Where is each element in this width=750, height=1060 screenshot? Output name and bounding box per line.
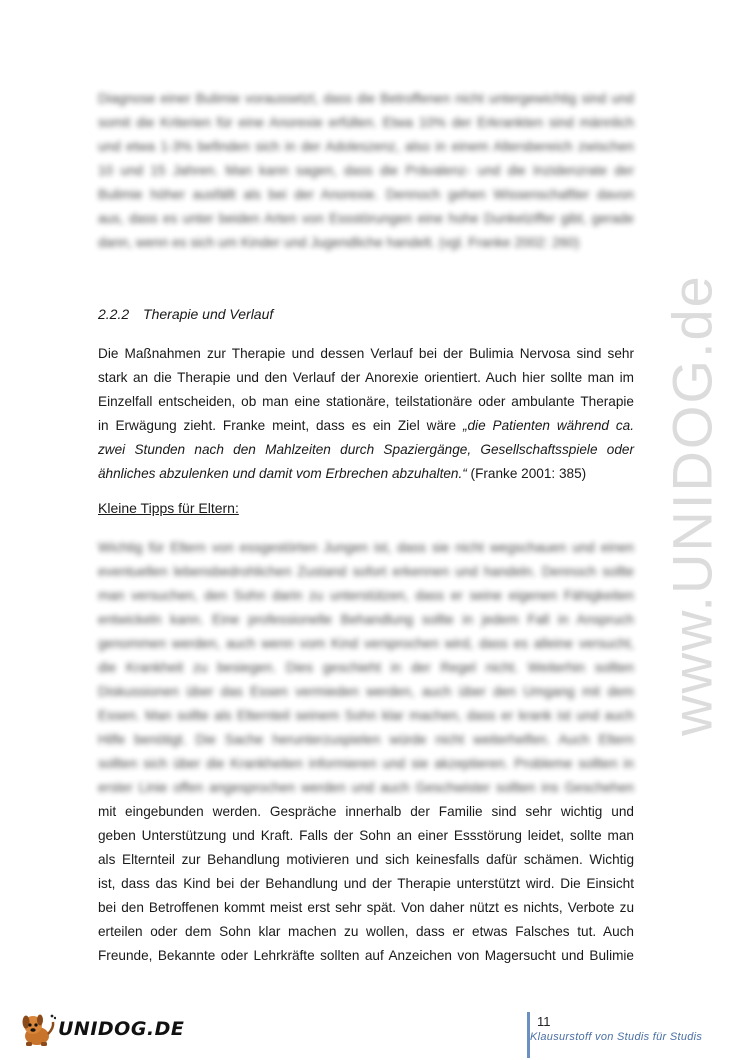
citation: (Franke 2001: 385) [466, 466, 587, 481]
dog-mascot-icon [20, 1012, 56, 1048]
footer-tagline: Klausurstoff von Studis für Studis [530, 1031, 703, 1043]
text-line [98, 466, 634, 482]
text-line: Bulimie höher ausfällt als bei der Anorexie. Dennoch gehen Wissenschaftler davon [98, 187, 634, 202]
text-line: 10 und 15 Jahren. Man kann sagen, dass die Prävalenz- und die Inzidenzrate der [98, 163, 634, 178]
text-line: die Krankheit zu besiegen. Dies geschieht in der Regel nicht. Weiterhin sollten [98, 660, 634, 675]
text-line: ist, dass das Kind bei der Behandlung und der Therapie unterstützt wird. Die Einsicht [98, 876, 634, 891]
section-number: 2.2.2 [98, 306, 130, 322]
text-line: erster Linie offen angesprochen werden und auch Geschwister sollten ins Geschehen [98, 780, 634, 795]
tips-heading: Kleine Tipps für Eltern: [98, 500, 239, 516]
text-line: Freunde, Bekannte oder Lehrkräfte sollten auf Anzeichen von Magersucht und Bulimie [98, 948, 634, 963]
unidog-logo [20, 1012, 185, 1048]
text-line: bei den Betroffenen kommt meist erst sehr spät. Von daher nützt es nichts, Verbote zu [98, 900, 634, 915]
quotation: „die Patienten während ca. [462, 418, 634, 433]
page-number: 11 [537, 1014, 551, 1029]
text-line: stark an die Therapie und den Verlauf der Anorexie orientiert. Auch hier sollte man im [98, 370, 634, 385]
text-line: Einzelfall entscheiden, ob man eine stationäre, teilstationäre oder ambulante Therapie [98, 394, 634, 409]
text-line: Die Maßnahmen zur Therapie und dessen Verlauf bei der Bulimia Nervosa sind sehr [98, 346, 634, 361]
text-line: Wichtig für Eltern von essgestörten Jungen ist, dass sie nicht wegschauen und einen [98, 540, 634, 555]
logo-text: UNIDOG.DE [58, 1018, 185, 1040]
text-line: geben Unterstützung und Kraft. Falls der Sohn an einer Essstörung leidet, sollte man [98, 828, 634, 843]
text-line: Essen. Man sollte als Elternteil seinem Sohn klar machen, dass er krank ist und auch [98, 708, 634, 723]
text-line: entwickeln kann. Eine professionelle Behandlung sollte in jedem Fall in Anspruch [98, 612, 634, 627]
text-line: Hilfe benötigt. Die Sache herunterzuspielen würde nicht weiterhelfen. Auch Eltern [98, 732, 634, 747]
quotation-line: zwei Stunden nach den Mahlzeiten durch Spaziergänge, Gesellschaftsspiele oder [98, 442, 634, 457]
section-title: Therapie und Verlauf [143, 306, 274, 322]
text-run: in Erwägung zieht. Franke meint, dass es ein Ziel wäre [98, 418, 463, 433]
text-line: somit die Kriterien für eine Anorexie erfüllen. Etwa 10% der Erkrankten sind männlich [98, 115, 634, 130]
text-line: erteilen oder dem Sohn klar machen zu wollen, dass er etwas Falsches tut. Auch [98, 924, 634, 939]
watermark: www.UNIDOG.de [660, 274, 724, 736]
quotation: ähnliches abzulenken und damit vom Erbrechen abzuhalten.“ [98, 466, 467, 481]
section-heading [98, 306, 273, 322]
text-line: eventuellen lebensbedrohlichen Zustand sofort erkennen und handeln. Dennoch sollte [98, 564, 634, 579]
text-line: und etwa 1-3% befinden sich in der Adoleszenz, also in einem Altersbereich zwischen [98, 139, 634, 154]
text-line: sollten sich über die Krankheiten informieren und sie akzeptieren. Probleme sollten in [98, 756, 634, 771]
text-line [98, 418, 634, 434]
text-line: Diagnose einer Bulimie voraussetzt, dass die Betroffenen nicht untergewichtig sind und [98, 91, 634, 106]
text-line: man versuchen, den Sohn darin zu unterstützen, dass er seine eigenen Fähigkeiten [98, 588, 634, 603]
text-line: Diskussionen über das Essen vermieden werden, auch über den Umgang mit dem [98, 684, 634, 699]
text-line: genommen werden, auch wenn vom Kind versprochen wird, dass es alleine versucht, [98, 636, 634, 651]
text-line: dann, wenn es sich um Kinder und Jugendliche handelt. (vgl. Franke 2002: 260) [98, 235, 580, 250]
text-line: mit eingebunden werden. Gespräche innerhalb der Familie sind sehr wichtig und [98, 804, 634, 819]
text-line: aus, dass es unter beiden Arten von Essstörungen eine hohe Dunkelziffer gibt, gerade [98, 211, 634, 226]
text-line: als Elternteil zur Behandlung motivieren und sich keinesfalls dafür schämen. Wichtig [98, 852, 634, 867]
